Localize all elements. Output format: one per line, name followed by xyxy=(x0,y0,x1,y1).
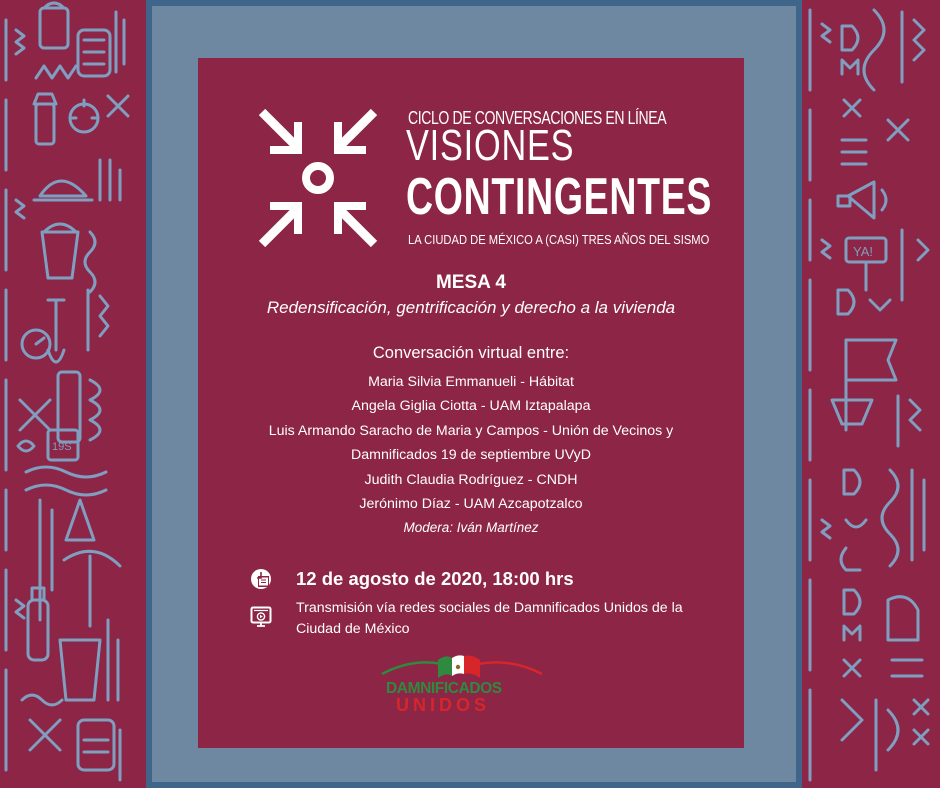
participant-item: Luis Armando Saracho de Maria y Campos - Unión de Vecinos y xyxy=(268,422,674,439)
screen-play-icon xyxy=(250,606,272,628)
title-visiones: VISIONES xyxy=(406,121,575,170)
calendar-clock-icon xyxy=(250,568,272,590)
series-title: CICLO DE CONVERSACIONES EN LÍNEA xyxy=(408,108,667,128)
title-contingentes: CONTINGENTES xyxy=(406,168,713,226)
right-pattern-strip xyxy=(802,0,940,788)
left-pattern-strip xyxy=(0,0,146,788)
logo-top-text: DAMNIFICADOS xyxy=(386,680,502,697)
title-tagline: LA CIUDAD DE MÉXICO A (CASI) TRES AÑOS DEL SISMO xyxy=(408,232,710,247)
participant-item: Damnificados 19 de septiembre UVyD xyxy=(351,447,591,464)
damnificados-unidos-logo xyxy=(378,650,548,716)
content-card xyxy=(198,58,744,748)
broadcast-info: Transmisión vía redes sociales de Damnificados Unidos de la Ciudad de México xyxy=(296,600,683,637)
participant-item: Maria Silvia Emmanueli - Hábitat xyxy=(368,374,574,390)
mexican-flag-icon xyxy=(378,650,548,680)
converging-arrows-target-icon xyxy=(258,108,378,248)
participant-item: Jerónimo Díaz - UAM Azcapotzalco xyxy=(359,496,583,513)
moderator-line: Modera: Iván Martínez xyxy=(403,520,539,535)
right-doodle-pattern xyxy=(802,0,940,788)
participant-list xyxy=(218,370,724,516)
left-doodle-pattern xyxy=(0,0,146,788)
session-heading: MESA 4 xyxy=(435,272,507,293)
svg-text:YA!: YA! xyxy=(853,244,873,259)
participant-item: Angela Giglia Ciotta - UAM Iztapalapa xyxy=(351,398,591,415)
logo-bottom-text: UNIDOS xyxy=(396,695,491,715)
session-subtitle: Redensificación, gentrificación y derecho a la vivienda xyxy=(266,298,676,317)
participant-item: Judith Claudia Rodríguez - CNDH xyxy=(364,471,578,488)
event-date-time: 12 de agosto de 2020, 18:00 hrs xyxy=(296,568,574,589)
conversation-heading: Conversación virtual entre: xyxy=(372,344,570,362)
svg-text:19S: 19S xyxy=(52,441,72,453)
